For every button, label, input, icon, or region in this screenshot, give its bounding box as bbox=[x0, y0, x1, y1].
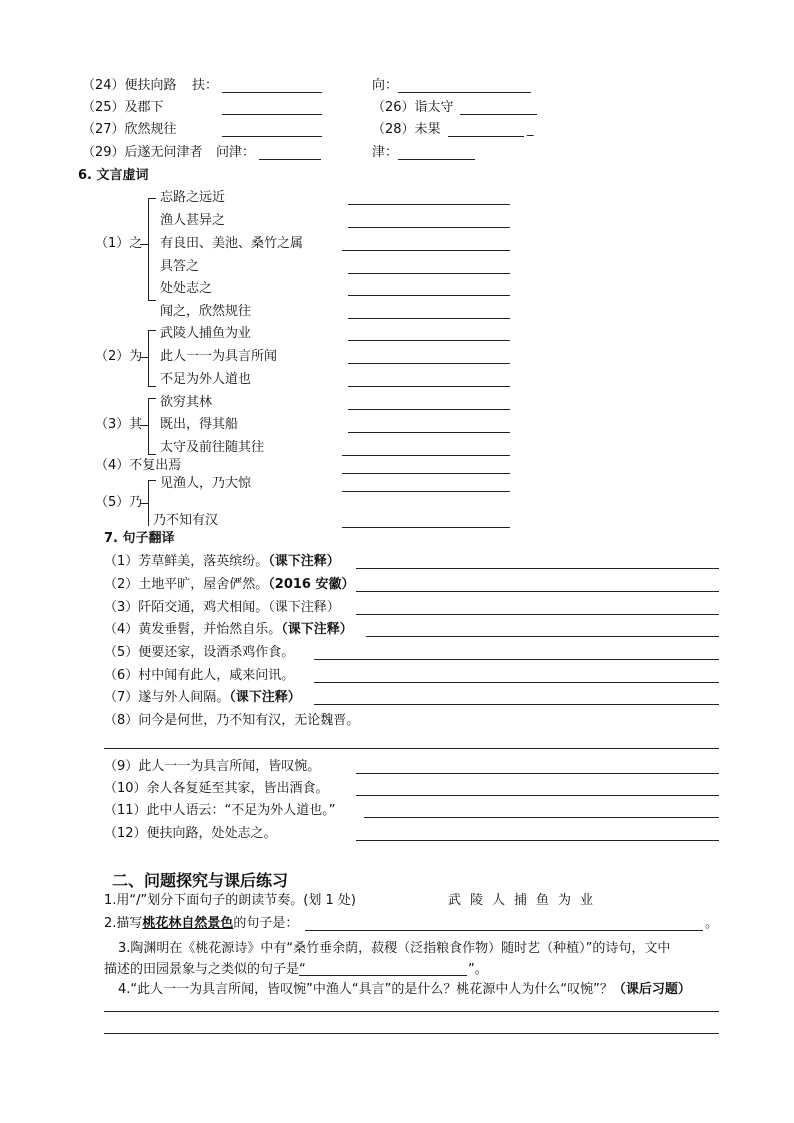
wei-item: 武陵人捕鱼为业 bbox=[160, 326, 252, 341]
translate-5-blank[interactable] bbox=[314, 659, 719, 660]
question-3-line-2: 描述的田园景象与之类似的句子是“ bbox=[104, 962, 306, 977]
translate-1: （1）芳草鲜美，落英缤纷。（课下注释） bbox=[104, 554, 340, 569]
vocab-24-word: （24）便扶向路 bbox=[82, 78, 177, 93]
zhi-item: 渔人甚异之 bbox=[160, 213, 226, 228]
zhi-blank[interactable] bbox=[348, 204, 510, 205]
wei-brace-top bbox=[148, 330, 156, 331]
zhi-item: 处处志之 bbox=[160, 281, 213, 296]
section-7-title: 7. 句子翻译 bbox=[104, 531, 175, 546]
translate-9: （9）此人一一为具言所闻，皆叹惋。 bbox=[104, 759, 321, 774]
zhi-brace-bottom bbox=[148, 300, 156, 301]
translate-11-blank[interactable] bbox=[364, 817, 719, 818]
question-3-blank[interactable] bbox=[299, 975, 467, 976]
qi-brace-bottom bbox=[148, 454, 156, 455]
zhi-blank[interactable] bbox=[348, 227, 510, 228]
zhi-item: 具答之 bbox=[160, 259, 200, 274]
question-1-sentence[interactable]: 武陵人捕鱼为业 bbox=[448, 893, 603, 908]
vocab-24-blank-a[interactable] bbox=[222, 92, 322, 93]
translate-3: （3）阡陌交通，鸡犬相闻。（课下注释） bbox=[104, 600, 340, 615]
question-2-blank[interactable] bbox=[305, 930, 703, 931]
qi-blank[interactable] bbox=[348, 409, 510, 410]
wei-blank[interactable] bbox=[348, 363, 510, 364]
translate-10: （10）余人各复延至其家，皆出酒食。 bbox=[104, 781, 329, 796]
nai-label: （5）乃 bbox=[95, 495, 143, 510]
qi-blank[interactable] bbox=[348, 432, 510, 433]
translate-12-blank[interactable] bbox=[356, 840, 719, 841]
vocab-24-label-b: 向： bbox=[372, 78, 399, 93]
vocab-29-label: 问津： bbox=[216, 145, 256, 160]
qi-item: 欲穷其林 bbox=[160, 395, 213, 410]
question-4: 4.“此人一一为具言所闻，皆叹惋”中渔人“具言”的是什么？桃花源中人为什么“叹惋”？（课后习题） bbox=[118, 982, 691, 997]
vocab-25-word: （25）及郡下 bbox=[82, 100, 164, 115]
qi-blank[interactable] bbox=[342, 455, 510, 456]
vocab-29-blank-a[interactable] bbox=[259, 159, 321, 160]
vocab-29-blank-b[interactable] bbox=[398, 159, 475, 160]
qi-brace-top bbox=[148, 398, 156, 399]
vocab-27-word: （27）欣然规往 bbox=[82, 122, 177, 137]
translate-1-blank[interactable] bbox=[356, 568, 719, 569]
vocab-26-blank[interactable] bbox=[460, 114, 537, 115]
translate-8: （8）问今是何世，乃不知有汉，无论魏晋。 bbox=[104, 713, 360, 728]
part-2-title: 二、问题探究与课后练习 bbox=[112, 871, 289, 890]
translate-5: （5）便要还家，设酒杀鸡作食。 bbox=[104, 645, 295, 660]
vocab-28-word: （28）未果 bbox=[372, 122, 441, 137]
translate-4-blank[interactable] bbox=[366, 636, 719, 637]
question-2-end: 。 bbox=[705, 916, 719, 931]
translate-10-blank[interactable] bbox=[356, 795, 719, 796]
question-2: 2.描写桃花林自然景色的句子是： bbox=[104, 916, 299, 931]
nai-blank[interactable] bbox=[342, 491, 510, 492]
zhi-blank[interactable] bbox=[348, 295, 510, 296]
translate-7-blank[interactable] bbox=[314, 704, 719, 705]
wei-blank[interactable] bbox=[348, 340, 510, 341]
translate-12: （12）便扶向路，处处志之。 bbox=[104, 826, 277, 841]
zhi-brace-mid bbox=[140, 244, 148, 245]
zhi-blank[interactable] bbox=[348, 273, 510, 274]
vocab-26-word: （26）诣太守 bbox=[372, 100, 454, 115]
zhi-item: 忘路之远近 bbox=[160, 190, 226, 205]
vocab-27-blank[interactable] bbox=[222, 136, 322, 137]
zhi-blank[interactable] bbox=[348, 318, 510, 319]
vocab-28-tail: _ bbox=[527, 122, 534, 137]
translate-6: （6）村中闻有此人，咸来问讯。 bbox=[104, 668, 295, 683]
vocab-29-label-b: 津： bbox=[372, 145, 399, 160]
qi-item: 既出，得其船 bbox=[160, 417, 239, 432]
zhi-blank[interactable] bbox=[342, 250, 510, 251]
wei-brace-bottom bbox=[148, 386, 156, 387]
zhi-item: 闻之，欣然规往 bbox=[160, 304, 252, 319]
wei-blank[interactable] bbox=[348, 386, 510, 387]
zhi-brace-top bbox=[148, 198, 156, 199]
yan-blank[interactable] bbox=[342, 473, 510, 474]
nai-brace-top bbox=[148, 480, 156, 481]
section-6-title: 6. 文言虚词 bbox=[78, 168, 149, 183]
zhi-item: 有良田、美池、桑竹之属 bbox=[160, 236, 304, 251]
vocab-29-word: （29）后遂无问津者 bbox=[82, 145, 203, 160]
translate-6-blank[interactable] bbox=[314, 682, 719, 683]
question-1: 1.用“/”划分下面句子的朗读节奏。(划 1 处) bbox=[104, 893, 356, 908]
nai-brace bbox=[148, 480, 149, 526]
yan-item: （4）不复出焉 bbox=[95, 458, 182, 473]
vocab-24-label: 扶： bbox=[192, 78, 219, 93]
qi-brace bbox=[148, 398, 149, 454]
translate-4: （4）黄发垂髫，并怡然自乐。（课下注释） bbox=[104, 622, 353, 637]
nai-blank[interactable] bbox=[342, 527, 510, 528]
translate-11: （11）此中人语云：“不足为外人道也。” bbox=[104, 803, 336, 818]
wei-label: （2）为 bbox=[95, 349, 143, 364]
translate-8-blank[interactable] bbox=[104, 748, 719, 749]
nai-brace-mid bbox=[140, 503, 148, 504]
translate-7: （7）遂与外人间隔。（课下注释） bbox=[104, 690, 301, 705]
nai-item: 乃不知有汉 bbox=[153, 513, 219, 528]
question-3-end: ”。 bbox=[468, 962, 488, 977]
wei-item: 此人一一为具言所闻 bbox=[160, 349, 278, 364]
vocab-25-blank[interactable] bbox=[222, 114, 322, 115]
translate-2-blank[interactable] bbox=[356, 591, 719, 592]
vocab-28-blank[interactable] bbox=[448, 136, 524, 137]
zhi-brace bbox=[148, 198, 149, 300]
translate-2: （2）土地平旷，屋舍俨然。（2016 安徽） bbox=[104, 577, 355, 592]
wei-brace-mid bbox=[140, 357, 148, 358]
wei-item: 不足为外人道也 bbox=[160, 372, 252, 387]
question-4-blank[interactable] bbox=[104, 1033, 719, 1034]
translate-3-blank[interactable] bbox=[356, 614, 719, 615]
qi-label: （3）其 bbox=[95, 417, 143, 432]
qi-brace-mid bbox=[140, 425, 148, 426]
wei-brace bbox=[148, 330, 149, 386]
question-4-blank[interactable] bbox=[104, 1011, 719, 1012]
translate-9-blank[interactable] bbox=[356, 773, 719, 774]
question-3-line-1: 3.陶渊明在《桃花源诗》中有“桑竹垂余荫，菽稷（泛指粮食作物）随时艺（种植）”的诗句，文中 bbox=[118, 941, 671, 956]
qi-item: 太守及前往随其往 bbox=[160, 440, 265, 455]
zhi-label: （1）之 bbox=[95, 236, 143, 251]
nai-item: 见渔人，乃大惊 bbox=[160, 476, 252, 491]
vocab-24-blank-b[interactable] bbox=[398, 92, 531, 93]
